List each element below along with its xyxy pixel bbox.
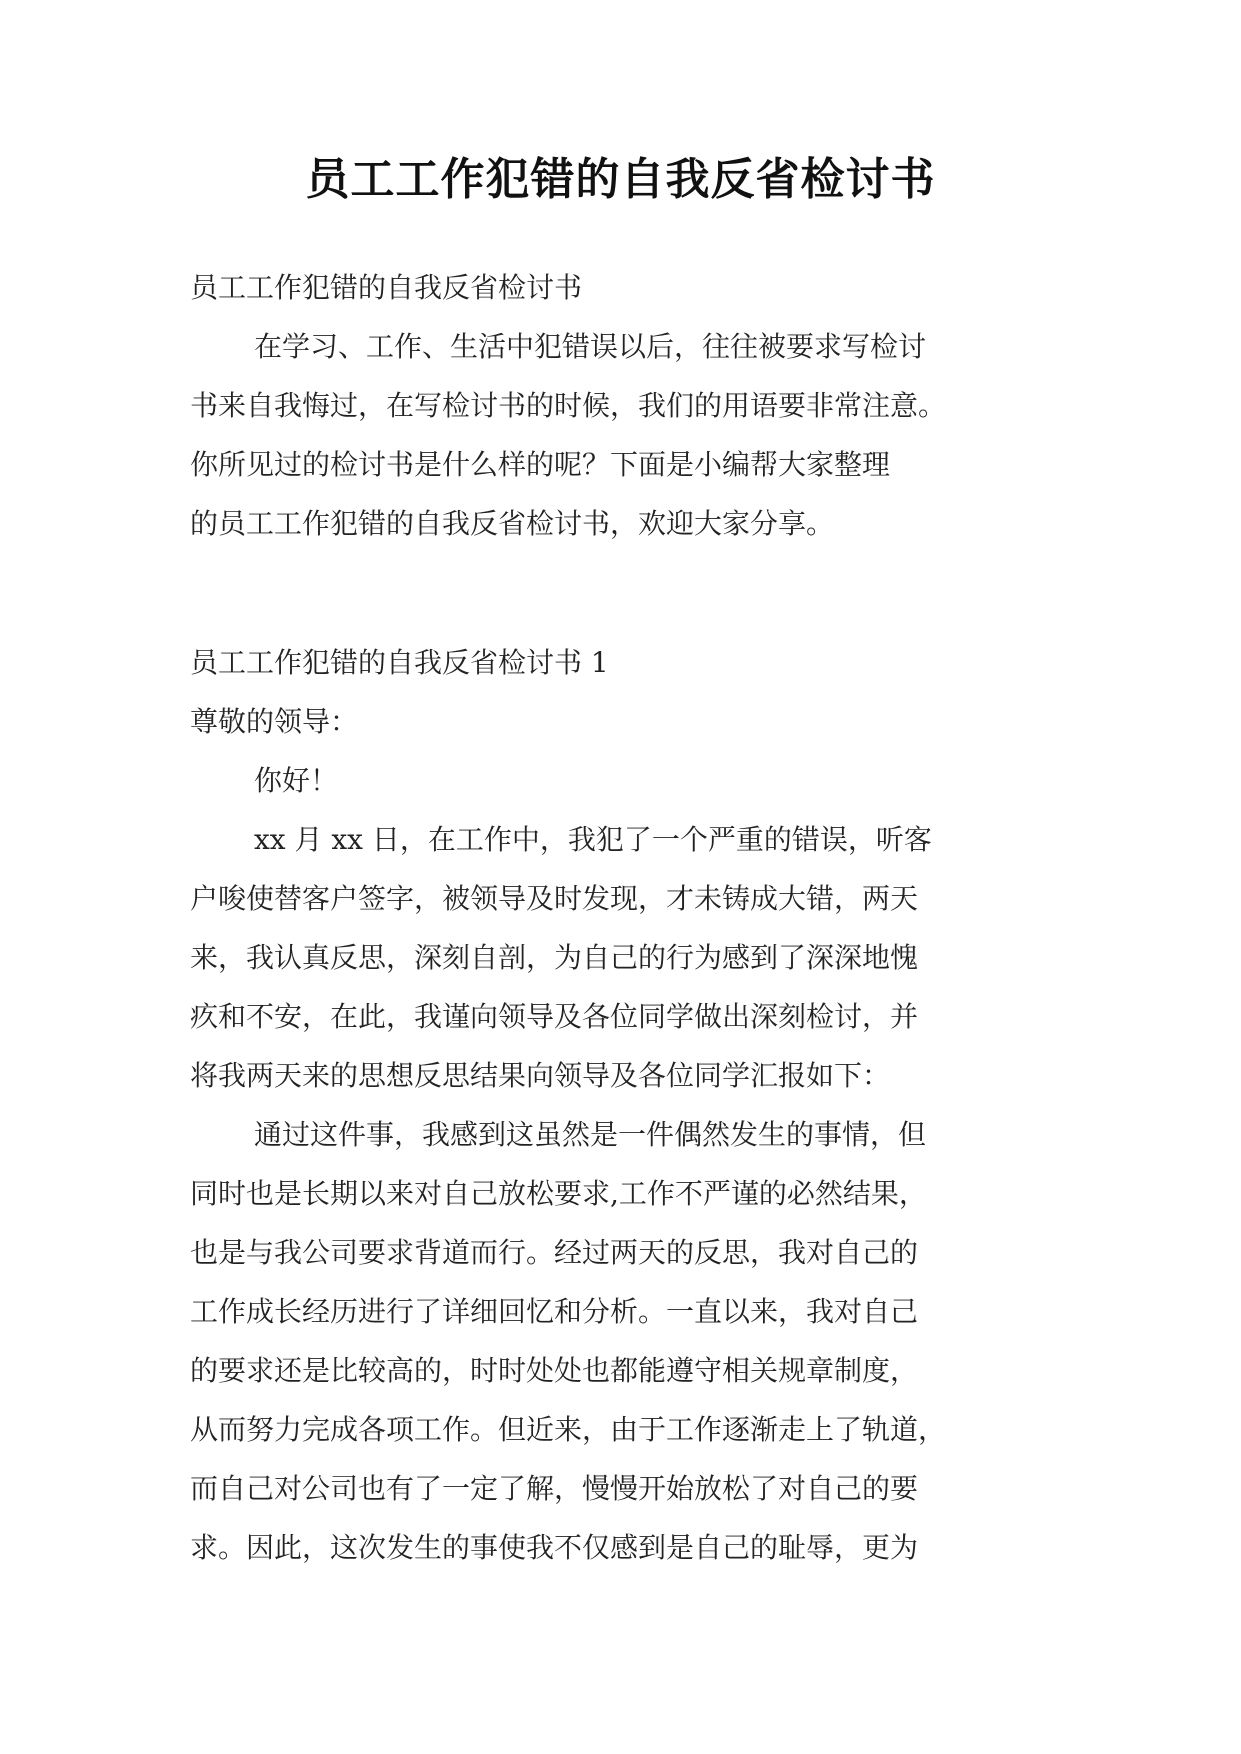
intro-line: 的员工工作犯错的自我反省检讨书，欢迎大家分享。 bbox=[190, 507, 835, 540]
intro-line: 在学习、工作、生活中犯错误以后，往往被要求写检讨 bbox=[254, 330, 927, 363]
paragraph-line: 疚和不安，在此，我谨向领导及各位同学做出深刻检讨，并 bbox=[190, 1000, 919, 1033]
greeting: 你好！ bbox=[254, 764, 339, 797]
paragraph-line: 同时也是长期以来对自己放松要求,工作不严谨的必然结果， bbox=[190, 1177, 927, 1210]
intro-heading: 员工工作犯错的自我反省检讨书 bbox=[190, 271, 583, 304]
paragraph-line: 来，我认真反思，深刻自剖，为自己的行为感到了深深地愧 bbox=[190, 941, 919, 974]
paragraph-line: 也是与我公司要求背道而行。经过两天的反思，我对自己的 bbox=[190, 1236, 919, 1269]
section-heading: 员工工作犯错的自我反省检讨书 1 bbox=[190, 646, 609, 679]
paragraph-line: 通过这件事，我感到这虽然是一件偶然发生的事情，但 bbox=[254, 1118, 927, 1151]
paragraph-line: 工作成长经历进行了详细回忆和分析。一直以来，我对自己 bbox=[190, 1295, 919, 1328]
intro-section bbox=[190, 258, 1060, 553]
paragraph-line: 户唆使替客户签字，被领导及时发现，才未铸成大错，两天 bbox=[190, 882, 919, 915]
paragraph-line: 而自己对公司也有了一定了解，慢慢开始放松了对自己的要 bbox=[190, 1472, 919, 1505]
paragraph-line: 的要求还是比较高的，时时处处也都能遵守相关规章制度， bbox=[190, 1354, 919, 1387]
paragraph-line: 从而努力完成各项工作。但近来，由于工作逐渐走上了轨道， bbox=[190, 1413, 947, 1446]
document-title: 员工工作犯错的自我反省检讨书 bbox=[305, 154, 936, 205]
paragraph-line: 将我两天来的思想反思结果向领导及各位同学汇报如下： bbox=[190, 1059, 891, 1092]
paragraph-line: xx 月 xx 日，在工作中，我犯了一个严重的错误，听客 bbox=[254, 823, 932, 856]
salutation: 尊敬的领导： bbox=[190, 705, 359, 738]
section-1 bbox=[190, 633, 1060, 1577]
intro-line: 书来自我悔过，在写检讨书的时候，我们的用语要非常注意。 bbox=[190, 389, 947, 422]
paragraph-line: 求。因此，这次发生的事使我不仅感到是自己的耻辱，更为 bbox=[190, 1531, 919, 1564]
intro-line: 你所见过的检讨书是什么样的呢？下面是小编帮大家整理 bbox=[190, 448, 891, 481]
